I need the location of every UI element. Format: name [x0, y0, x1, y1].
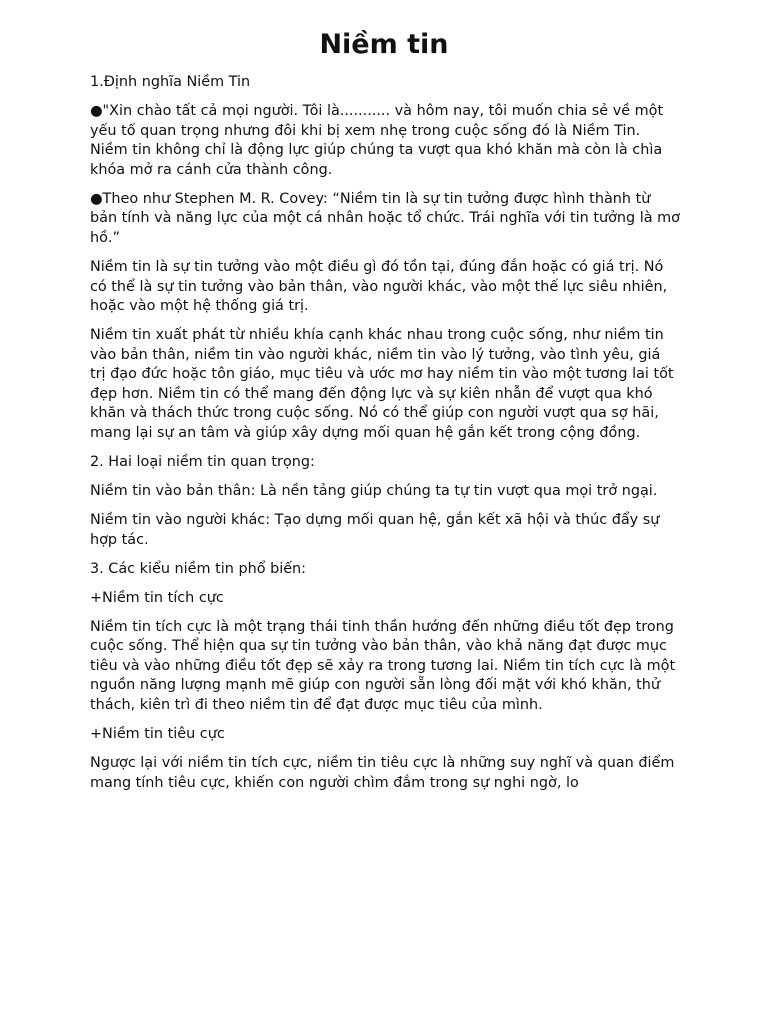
- subheading-positive-belief: +Niềm tin tích cực: [90, 589, 224, 606]
- paragraph-definition: Niềm tin là sự tin tưởng vào một điều gì đó tồn tại, đúng đắn hoặc có giá trị. Nó có thể là sự tin tưởng vào bản thân, vào người khác, vào một thế lực siêu nhiên, hoặc vào một hệ thống giá trị.: [90, 258, 668, 315]
- paragraph-greeting: ●"Xin chào tất cả mọi người. Tôi là........... và hôm nay, tôi muốn chia sẻ về một yếu tố quan trọng nhưng đôi khi bị xem nhẹ trong cuộc sống đó là Niềm Tin. Niềm tin không chỉ là động lực giúp chúng ta vượt qua khó khăn mà còn là chìa khóa mở ra cánh cửa thành công.: [90, 102, 664, 178]
- paragraph-belief-in-others: Niềm tin vào người khác: Tạo dựng mối quan hệ, gắn kết xã hội và thúc đẩy sự hợp tác.: [90, 512, 660, 548]
- paragraph-negative-belief: Ngược lại với niềm tin tích cực, niềm tin tiêu cực là những suy nghĩ và quan điểm mang tính tiêu cực, khiến con người chìm đắm trong sự nghi ngờ, lo: [90, 754, 675, 791]
- section-heading-definition: 1.Định nghĩa Niềm Tin: [90, 74, 251, 90]
- section-heading-common-types: 3. Các kiểu niềm tin phổ biến:: [90, 560, 307, 577]
- section-heading-two-types: 2. Hai loại niềm tin quan trọng:: [90, 454, 315, 471]
- paragraph-positive-belief: Niềm tin tích cực là một trạng thái tinh thần hướng đến những điều tốt đẹp trong cuộc sống. Thể hiện qua sự tin tưởng vào bản thân, vào khả năng đạt được mục tiêu và vào những điều tốt đẹp sẽ xảy ra trong tương lai. Niềm tin tích cực là một nguồn năng lượng mạnh mẽ giúp con người sẵn lòng đối mặt với khó khăn, thử thách, kiên trì đi theo niềm tin để đạt được mục tiêu của mình.: [90, 618, 676, 713]
- page-title: Niềm tin: [319, 29, 449, 60]
- paragraph-covey-quote: ●Theo như Stephen M. R. Covey: “Niềm tin là sự tin tưởng được hình thành từ bản tính và năng lực của một cá nhân hoặc tổ chức. Trái nghĩa với tin tưởng là mơ hồ.”: [90, 190, 680, 246]
- paragraph-self-belief: Niềm tin vào bản thân: Là nền tảng giúp chúng ta tự tin vượt qua mọi trở ngại.: [90, 483, 658, 500]
- document-body: [90, 73, 680, 802]
- subheading-negative-belief: +Niềm tin tiêu cực: [90, 725, 225, 742]
- paragraph-origins: Niềm tin xuất phát từ nhiều khía cạnh khác nhau trong cuộc sống, như niềm tin vào bản thân, niềm tin vào người khác, niềm tin vào lý tưởng, vào tình yêu, giá trị đạo đức hoặc tôn giáo, mục tiêu và ước mơ hay niềm tin vào một tương lai tốt đẹp hơn. Niềm tin có thể mang đến động lực và sự kiên nhẫn để vượt qua khó khăn và thách thức trong cuộc sống. Nó có thể giúp con người vượt qua sợ hãi, mang lại sự an tâm và giúp xây dựng mối quan hệ gắn kết trong cộng đồng.: [90, 327, 674, 442]
